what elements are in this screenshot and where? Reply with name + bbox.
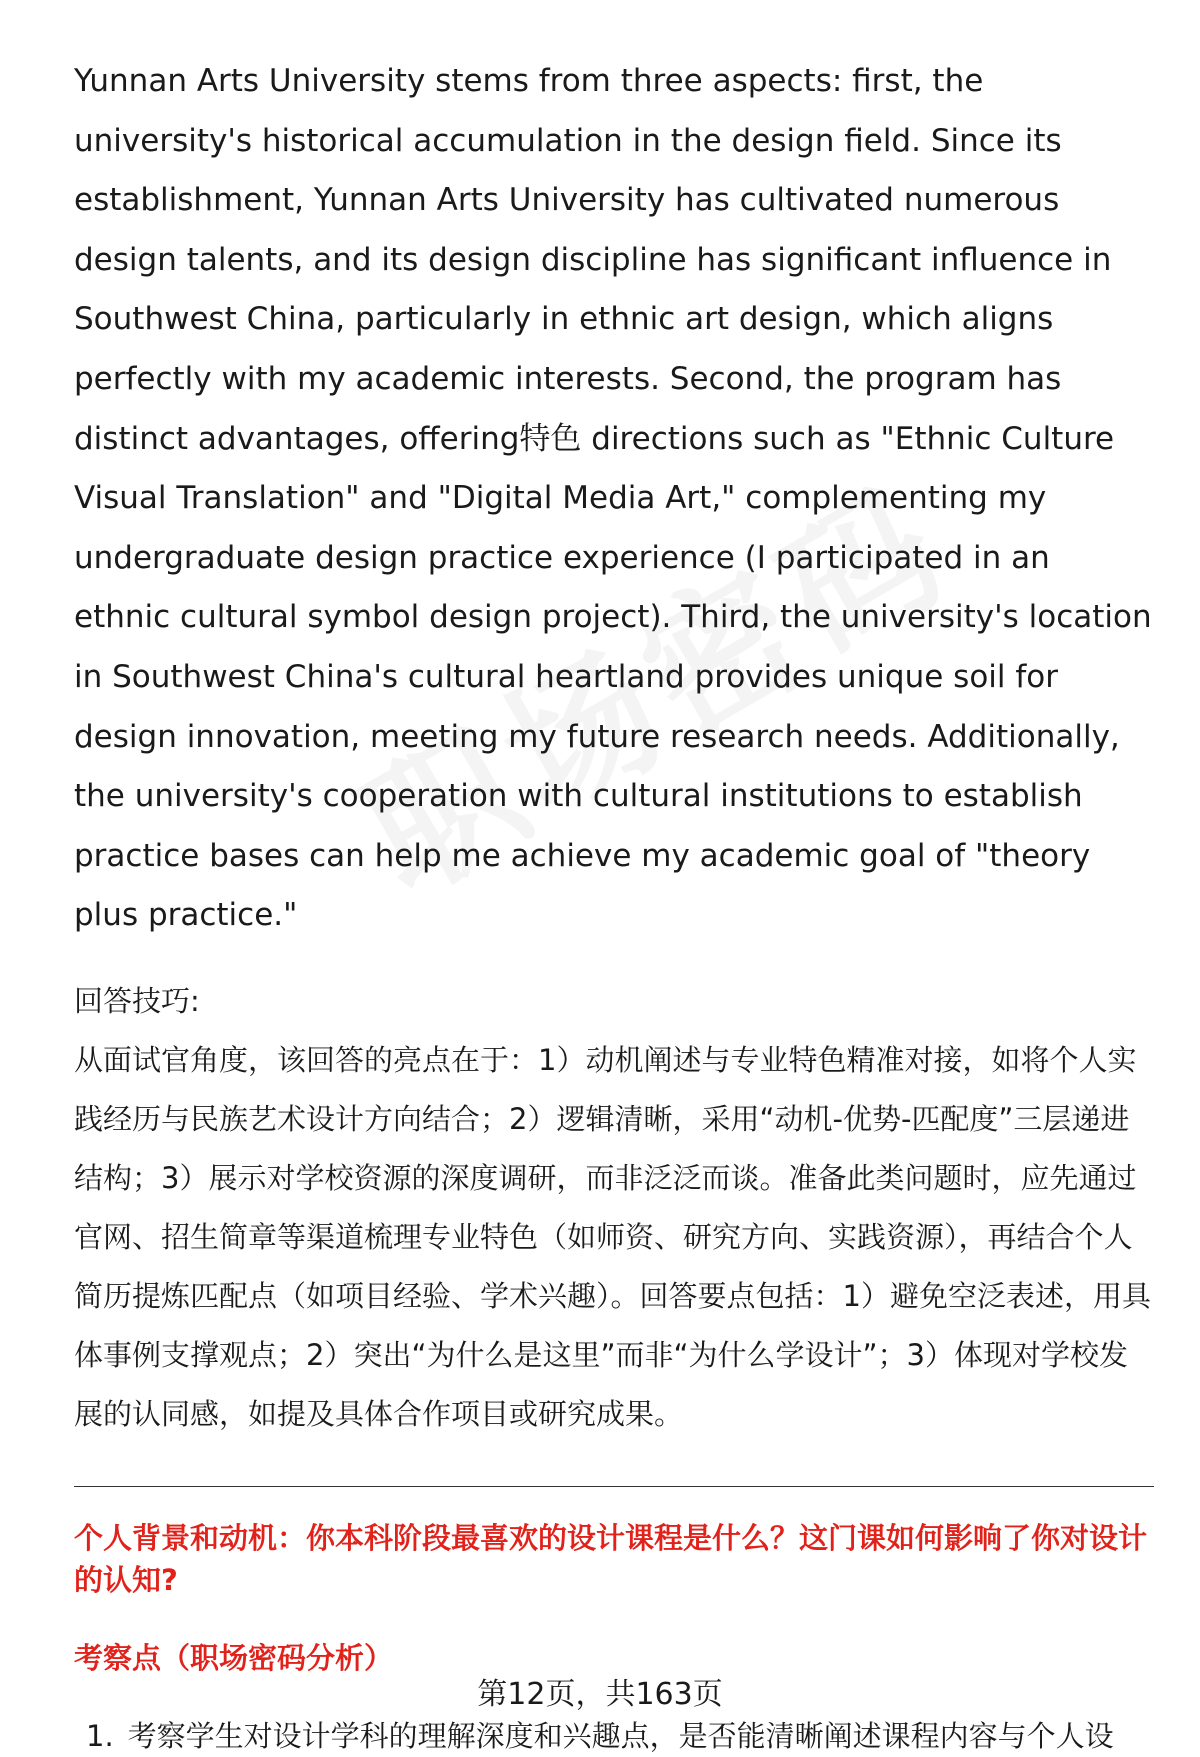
list-item xyxy=(74,1715,1154,1757)
tips-title: 回答技巧: xyxy=(74,983,200,1018)
list-item-text: 考察学生对设计学科的理解深度和兴趣点，是否能清晰阐述课程内容与个人设 xyxy=(127,1718,1114,1753)
list-item-number: 1. xyxy=(86,1718,114,1753)
analysis-heading: 考察点（职场密码分析） xyxy=(74,1640,394,1675)
page-footer: 第12页，共163页 xyxy=(477,1677,723,1712)
question-heading: 个人背景和动机：你本科阶段最喜欢的设计课程是什么？这门课如何影响了你对设计的认知? xyxy=(74,1520,1148,1597)
analysis-point-list xyxy=(74,1715,1154,1757)
section-divider xyxy=(74,1486,1154,1487)
document-page xyxy=(74,52,1154,1757)
answer-paragraph: Yunnan Arts University stems from three aspects: first, the university's historical accumulation in the design field. Since its establishment, Yunnan Arts University has cultivated numerous design talents, and its design discipline has significant influence in Southwest China, particularly in ethnic art design, which aligns perfectly with my academic interests. Second, the program has distinct advantages, offering特色 directions such as "Ethnic Culture Visual Translation" and "Digital Media Art," complementing my undergraduate design practice experience (I participated in an ethnic cultural symbol design project). Third, the university's location in Southwest China's cultural heartland provides unique soil for design innovation, meeting my future research needs. Additionally, the university's cooperation with cultural institutions to establish practice bases can help me achieve my academic goal of "theory plus practice." xyxy=(74,63,1152,934)
tips-paragraph: 从面试官角度，该回答的亮点在于：1）动机阐述与专业特色精准对接，如将个人实践经历与民族艺术设计方向结合；2）逻辑清晰，采用“动机-优势-匹配度”三层递进结构；3）展示对学校资源的深度调研，而非泛泛而谈。准备此类问题时，应先通过官网、招生简章等渠道梳理专业特色（如师资、研究方向、实践资源），再结合个人简历提炼匹配点（如项目经验、学术兴趣）。回答要点包括：1）避免空泛表述，用具体事例支撑观点；2）突出“为什么是这里”而非“为什么学设计”；3）体现对学校发展的认同感，如提及具体合作项目或研究成果。 xyxy=(74,1042,1151,1431)
